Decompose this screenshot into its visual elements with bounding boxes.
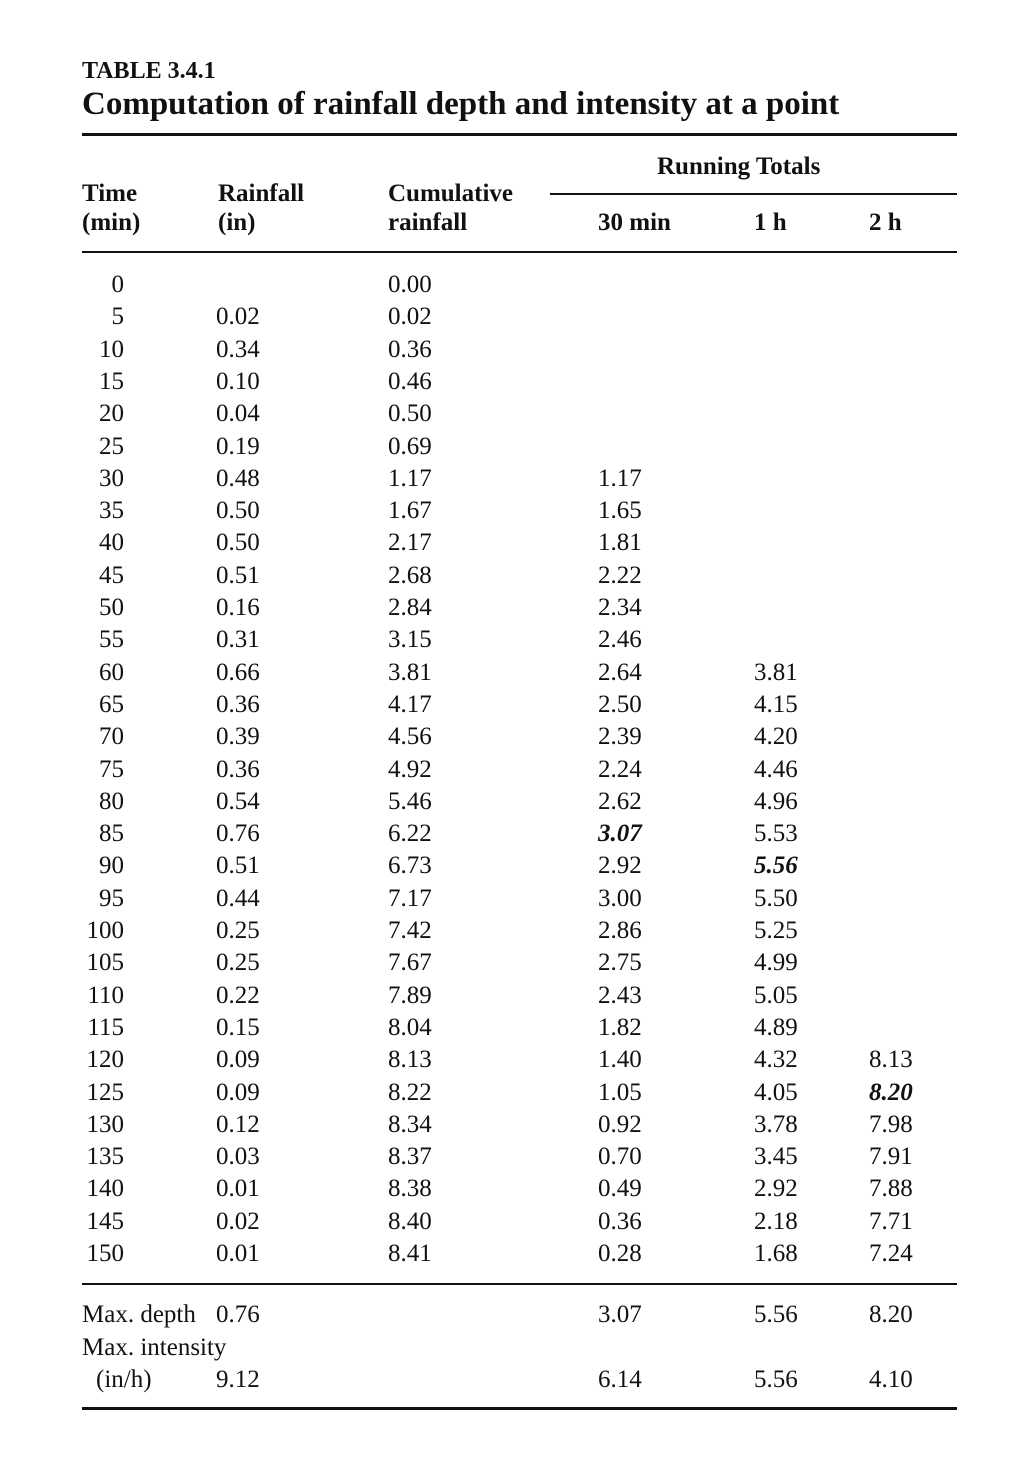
cell-rainfall: 0.04 <box>216 400 260 428</box>
cell-cumulative: 0.36 <box>388 335 432 363</box>
cell-1h: 5.05 <box>754 981 798 1009</box>
cell-30min: 3.07 <box>598 820 642 848</box>
cell-30min: 2.92 <box>598 852 642 880</box>
header-rainfall-line2: (in) <box>218 209 256 236</box>
cell-rainfall: 0.10 <box>216 367 260 395</box>
header-cumulative-line2: rainfall <box>388 209 468 236</box>
cell-time: 15 <box>99 367 124 395</box>
cell-time: 40 <box>99 529 124 557</box>
cell-time: 115 <box>87 1013 124 1041</box>
cell-30min: 3.00 <box>598 884 642 912</box>
cell-rainfall: 0.66 <box>216 658 260 686</box>
max-intensity-units: (in/h) <box>96 1366 152 1393</box>
cell-time: 125 <box>86 1078 124 1106</box>
cell-30min: 2.86 <box>598 917 642 944</box>
cell-cumulative: 3.81 <box>388 658 432 686</box>
max-intensity-label: Max. intensity <box>82 1334 227 1361</box>
cell-2h: 7.71 <box>869 1207 913 1235</box>
cell-1h: 4.15 <box>754 690 798 718</box>
header-rainfall-line1: Rainfall <box>218 180 305 207</box>
cell-cumulative: 7.17 <box>388 884 432 912</box>
cell-time: 120 <box>86 1046 124 1074</box>
cell-cumulative: 2.17 <box>388 529 432 557</box>
cell-cumulative: 8.41 <box>388 1240 432 1267</box>
cell-30min: 1.82 <box>598 1013 642 1041</box>
cell-2h: 7.24 <box>869 1240 913 1267</box>
cell-cumulative: 0.50 <box>388 400 432 428</box>
cell-2h: 8.20 <box>869 1078 913 1106</box>
cell-cumulative: 4.56 <box>388 723 432 751</box>
cell-rainfall: 0.01 <box>216 1240 260 1267</box>
cell-rainfall: 0.31 <box>216 626 260 654</box>
max-depth-2h: 8.20 <box>869 1301 913 1328</box>
cell-rainfall: 0.36 <box>216 755 260 783</box>
cell-1h: 1.68 <box>754 1240 798 1267</box>
cell-cumulative: 8.37 <box>388 1143 432 1171</box>
cell-30min: 1.17 <box>598 464 642 492</box>
max-depth-1h: 5.56 <box>754 1301 798 1328</box>
header-running-totals: Running Totals <box>657 153 821 180</box>
cell-time: 45 <box>99 561 124 589</box>
cell-30min: 2.62 <box>598 787 642 815</box>
cell-1h: 2.92 <box>754 1175 798 1203</box>
cell-rainfall: 0.39 <box>216 723 260 751</box>
header-30min: 30 min <box>598 209 671 236</box>
cell-rainfall: 0.48 <box>216 464 260 492</box>
cell-rainfall: 0.50 <box>216 529 260 557</box>
cell-30min: 2.39 <box>598 723 642 751</box>
cell-rainfall: 0.15 <box>216 1013 260 1041</box>
max-intensity-30min: 6.14 <box>598 1366 642 1393</box>
cell-time: 30 <box>99 464 124 492</box>
table-label: TABLE 3.4.1 <box>82 58 216 84</box>
cell-30min: 1.65 <box>598 497 642 525</box>
cell-30min: 2.22 <box>598 561 642 589</box>
cell-time: 50 <box>99 594 124 621</box>
cell-cumulative: 6.73 <box>388 852 432 880</box>
cell-1h: 3.78 <box>754 1110 798 1138</box>
cell-30min: 0.92 <box>598 1110 642 1138</box>
cell-1h: 4.05 <box>754 1078 798 1106</box>
cell-30min: 0.36 <box>598 1207 642 1235</box>
cell-time: 85 <box>99 820 124 848</box>
max-intensity-1h: 5.56 <box>754 1366 798 1393</box>
cell-time: 100 <box>86 917 124 944</box>
cell-2h: 7.98 <box>869 1110 913 1138</box>
running-totals-rule <box>550 193 957 195</box>
cell-1h: 2.18 <box>754 1207 798 1235</box>
cell-1h: 4.20 <box>754 723 798 751</box>
cell-time: 95 <box>99 884 124 912</box>
header-cumulative-line1: Cumulative <box>388 180 513 207</box>
header-2h: 2 h <box>869 209 902 236</box>
cell-cumulative: 5.46 <box>388 787 432 815</box>
cell-rainfall: 0.22 <box>216 981 260 1009</box>
cell-cumulative: 4.92 <box>388 755 432 783</box>
cell-1h: 5.56 <box>754 852 798 880</box>
cell-rainfall: 0.16 <box>216 594 260 621</box>
cell-1h: 5.25 <box>754 917 798 944</box>
cell-cumulative: 0.46 <box>388 367 432 395</box>
cell-2h: 8.13 <box>869 1046 913 1074</box>
cell-rainfall: 0.54 <box>216 787 260 815</box>
cell-time: 35 <box>99 497 124 525</box>
cell-cumulative: 7.67 <box>388 949 432 977</box>
cell-1h: 3.81 <box>754 658 798 686</box>
cell-30min: 2.43 <box>598 981 642 1009</box>
cell-time: 20 <box>99 400 124 428</box>
header-time-line2: (min) <box>82 209 141 236</box>
cell-time: 75 <box>99 755 124 783</box>
cell-rainfall: 0.03 <box>216 1143 260 1171</box>
cell-time: 90 <box>99 852 124 880</box>
bottom-rule <box>82 1407 957 1410</box>
cell-2h: 7.88 <box>869 1175 913 1203</box>
footer-rule <box>82 1283 957 1285</box>
cell-cumulative: 0.02 <box>388 303 432 331</box>
cell-rainfall: 0.02 <box>216 303 260 331</box>
cell-time: 140 <box>86 1175 124 1203</box>
cell-rainfall: 0.25 <box>216 917 260 944</box>
cell-time: 25 <box>99 432 124 460</box>
cell-1h: 4.99 <box>754 949 798 977</box>
cell-30min: 2.46 <box>598 626 642 654</box>
table-title: Computation of rainfall depth and intensity at a point <box>82 86 840 122</box>
cell-cumulative: 7.89 <box>388 981 432 1009</box>
header-1h: 1 h <box>754 209 787 236</box>
cell-time: 10 <box>99 335 124 363</box>
header-time-line1: Time <box>82 180 138 207</box>
cell-rainfall: 0.44 <box>216 884 260 912</box>
cell-cumulative: 3.15 <box>388 626 432 654</box>
cell-rainfall: 0.09 <box>216 1046 260 1074</box>
cell-time: 150 <box>86 1240 124 1267</box>
cell-30min: 1.81 <box>598 529 642 557</box>
top-rule <box>82 133 957 136</box>
cell-30min: 0.49 <box>598 1175 642 1203</box>
cell-30min: 2.64 <box>598 658 642 686</box>
cell-cumulative: 8.22 <box>388 1078 432 1106</box>
cell-time: 135 <box>86 1143 124 1171</box>
cell-1h: 4.32 <box>754 1046 798 1074</box>
cell-cumulative: 4.17 <box>388 690 432 718</box>
cell-rainfall: 0.09 <box>216 1078 260 1106</box>
cell-time: 65 <box>99 690 124 718</box>
cell-2h: 7.91 <box>869 1143 913 1171</box>
cell-time: 105 <box>86 949 124 977</box>
cell-1h: 5.53 <box>754 820 798 848</box>
cell-cumulative: 2.84 <box>388 594 432 621</box>
cell-30min: 2.24 <box>598 755 642 783</box>
cell-1h: 5.50 <box>754 884 798 912</box>
cell-rainfall: 0.36 <box>216 690 260 718</box>
max-intensity-2h: 4.10 <box>869 1366 913 1393</box>
max-depth-rainfall: 0.76 <box>216 1301 260 1328</box>
cell-cumulative: 7.42 <box>388 917 432 944</box>
cell-1h: 4.46 <box>754 755 798 783</box>
cell-rainfall: 0.25 <box>216 949 260 977</box>
cell-30min: 1.40 <box>598 1046 642 1074</box>
cell-time: 145 <box>86 1207 124 1235</box>
cell-rainfall: 0.12 <box>216 1110 260 1138</box>
cell-rainfall: 0.76 <box>216 820 260 848</box>
cell-rainfall: 0.50 <box>216 497 260 525</box>
cell-time: 70 <box>99 723 124 751</box>
cell-rainfall: 0.02 <box>216 1207 260 1235</box>
cell-time: 110 <box>87 981 124 1009</box>
cell-cumulative: 0.00 <box>388 271 432 298</box>
cell-cumulative: 8.38 <box>388 1175 432 1203</box>
cell-rainfall: 0.51 <box>216 561 260 589</box>
cell-rainfall: 0.01 <box>216 1175 260 1203</box>
cell-time: 130 <box>86 1110 124 1138</box>
max-depth-label: Max. depth <box>82 1301 196 1328</box>
max-depth-30min: 3.07 <box>598 1301 642 1328</box>
cell-time: 60 <box>99 658 124 686</box>
cell-1h: 4.89 <box>754 1013 798 1041</box>
cell-cumulative: 8.13 <box>388 1046 432 1074</box>
cell-30min: 2.34 <box>598 594 642 621</box>
cell-30min: 1.05 <box>598 1078 642 1106</box>
cell-cumulative: 8.04 <box>388 1013 432 1041</box>
cell-cumulative: 1.67 <box>388 497 432 525</box>
cell-time: 5 <box>111 303 124 331</box>
cell-time: 80 <box>99 787 124 815</box>
cell-30min: 2.50 <box>598 690 642 718</box>
cell-30min: 0.70 <box>598 1143 642 1171</box>
cell-1h: 4.96 <box>754 787 798 815</box>
cell-cumulative: 1.17 <box>388 464 432 492</box>
cell-30min: 0.28 <box>598 1240 642 1267</box>
cell-cumulative: 2.68 <box>388 561 432 589</box>
cell-rainfall: 0.19 <box>216 432 260 460</box>
cell-cumulative: 6.22 <box>388 820 432 848</box>
header-rule <box>82 251 957 253</box>
cell-rainfall: 0.34 <box>216 335 260 363</box>
cell-time: 0 <box>111 271 124 298</box>
cell-time: 55 <box>99 626 124 654</box>
cell-cumulative: 8.34 <box>388 1110 432 1138</box>
max-intensity-rainfall: 9.12 <box>216 1366 260 1393</box>
cell-cumulative: 8.40 <box>388 1207 432 1235</box>
cell-cumulative: 0.69 <box>388 432 432 460</box>
cell-30min: 2.75 <box>598 949 642 977</box>
cell-1h: 3.45 <box>754 1143 798 1171</box>
cell-rainfall: 0.51 <box>216 852 260 880</box>
